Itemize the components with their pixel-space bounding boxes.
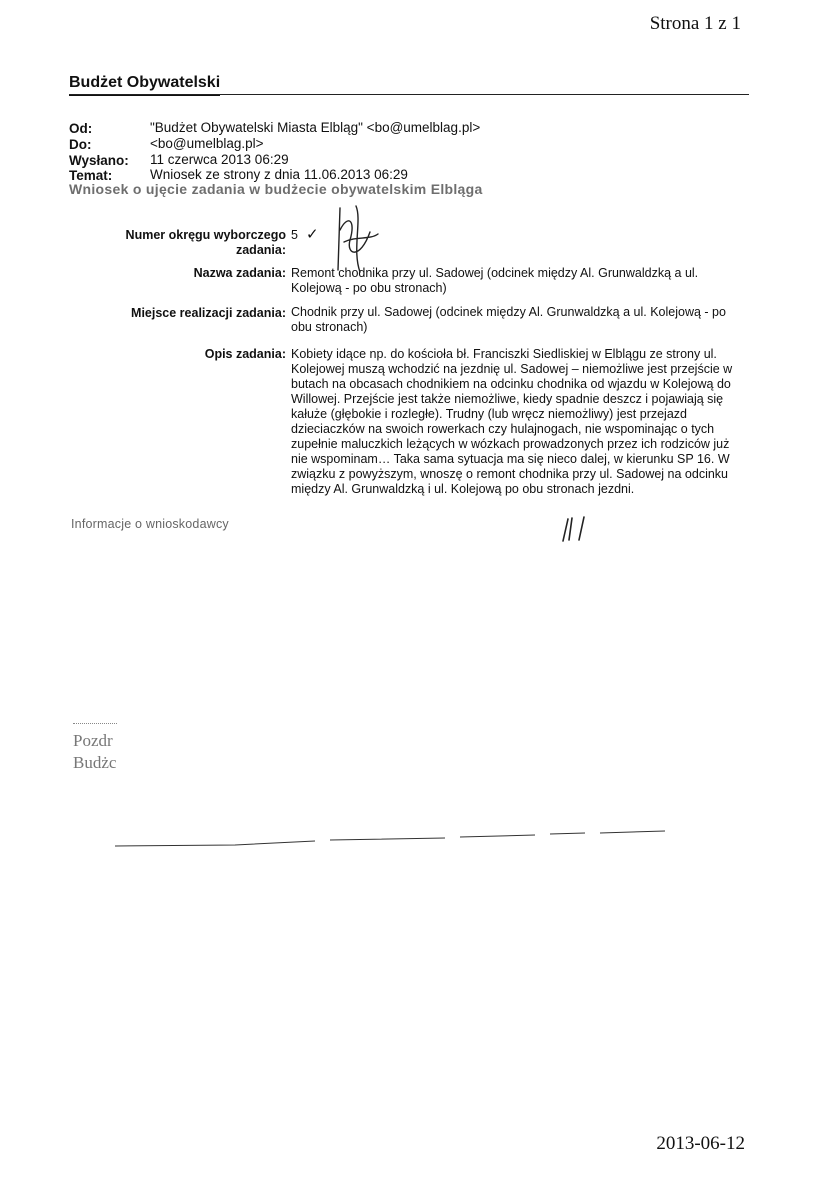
handwritten-signature-icon xyxy=(326,200,386,275)
page-title: Budżet Obywatelski xyxy=(69,74,220,96)
sent-label: Wysłano: xyxy=(69,153,129,168)
to-value: <bo@umelblag.pl> xyxy=(150,136,264,151)
district-label-line2: zadania: xyxy=(235,243,286,257)
sent-value: 11 czerwca 2013 06:29 xyxy=(150,152,289,167)
task-name-value: Remont chodnika przy ul. Sadowej (odcinek między Al. Grunwaldzką a ul. Kolejową - po obu stronach) xyxy=(291,266,699,295)
greeting-fragment xyxy=(73,730,119,774)
place-value: Chodnik przy ul. Sadowej (odcinek między Al. Grunwaldzką a ul. Kolejową - po obu stronach) xyxy=(291,305,726,334)
subject-value: Wniosek ze strony z dnia 11.06.2013 06:29 xyxy=(150,167,408,182)
scan-date: 2013-06-12 xyxy=(656,1133,745,1154)
page-number: Strona 1 z 1 xyxy=(649,13,741,34)
check-mark-icon: ✓ xyxy=(306,226,319,243)
greeting-line2: Budżc xyxy=(73,753,117,772)
greeting-divider xyxy=(73,723,117,724)
greeting-line1: Pozdr xyxy=(73,731,113,750)
subject-label: Temat: xyxy=(69,168,113,183)
place-label: Miejsce realizacji zadania: xyxy=(131,306,286,320)
district-label xyxy=(76,228,286,258)
task-name-label: Nazwa zadania: xyxy=(193,266,286,280)
form-heading: Wniosek o ujęcie zadania w budżecie obywatelskim Elbląga xyxy=(69,181,483,197)
title-block xyxy=(69,74,749,96)
district-value: 5 xyxy=(291,228,298,242)
to-label: Do: xyxy=(69,137,92,152)
description-value: Kobiety idące np. do kościoła bł. Franciszki Siedliskiej w Elblągu ze strony ul. Kolejowej muszą wchodzić na jezdnię ul. Sadowej – niemożliwe jest przejście w butach na obcasach chodnikiem na odcinku chodnika od wjazdu w Kolejową do Willowej. Przejście jest także niemożliwe, kiedy spadnie deszcz i pojawiają się kałuże (głębokie i rozległe). Trudny (lub wręcz niemożliwy) jest przejazd dzieciaczków na swoich rowerkach czy hulajnogach, nie wspominając o tych zupełnie maluczkich leżących w wózkach prowadzonych przez ich rodziców już nie wspominam… Taka sama sytuacja ma się nieco dalej, w kierunku SP 16. W związku z powyższym, wnoszę o remont chodnika przy ul. Sadowej na odcinku między Al. Grunwaldzką i ul. Kolejową po obu stronach jezdni. xyxy=(291,347,733,496)
from-label: Od: xyxy=(69,121,93,136)
scan-divider-line xyxy=(115,829,665,849)
district-label-line1: Numer okręgu wyborczego xyxy=(125,228,286,242)
description-label: Opis zadania: xyxy=(204,347,286,361)
handwritten-slashes-icon xyxy=(560,515,592,543)
title-divider xyxy=(69,94,749,95)
applicant-heading: Informacje o wnioskodawcy xyxy=(71,517,229,531)
from-value: "Budżet Obywatelski Miasta Elbląg" <bo@umelblag.pl> xyxy=(150,120,481,135)
